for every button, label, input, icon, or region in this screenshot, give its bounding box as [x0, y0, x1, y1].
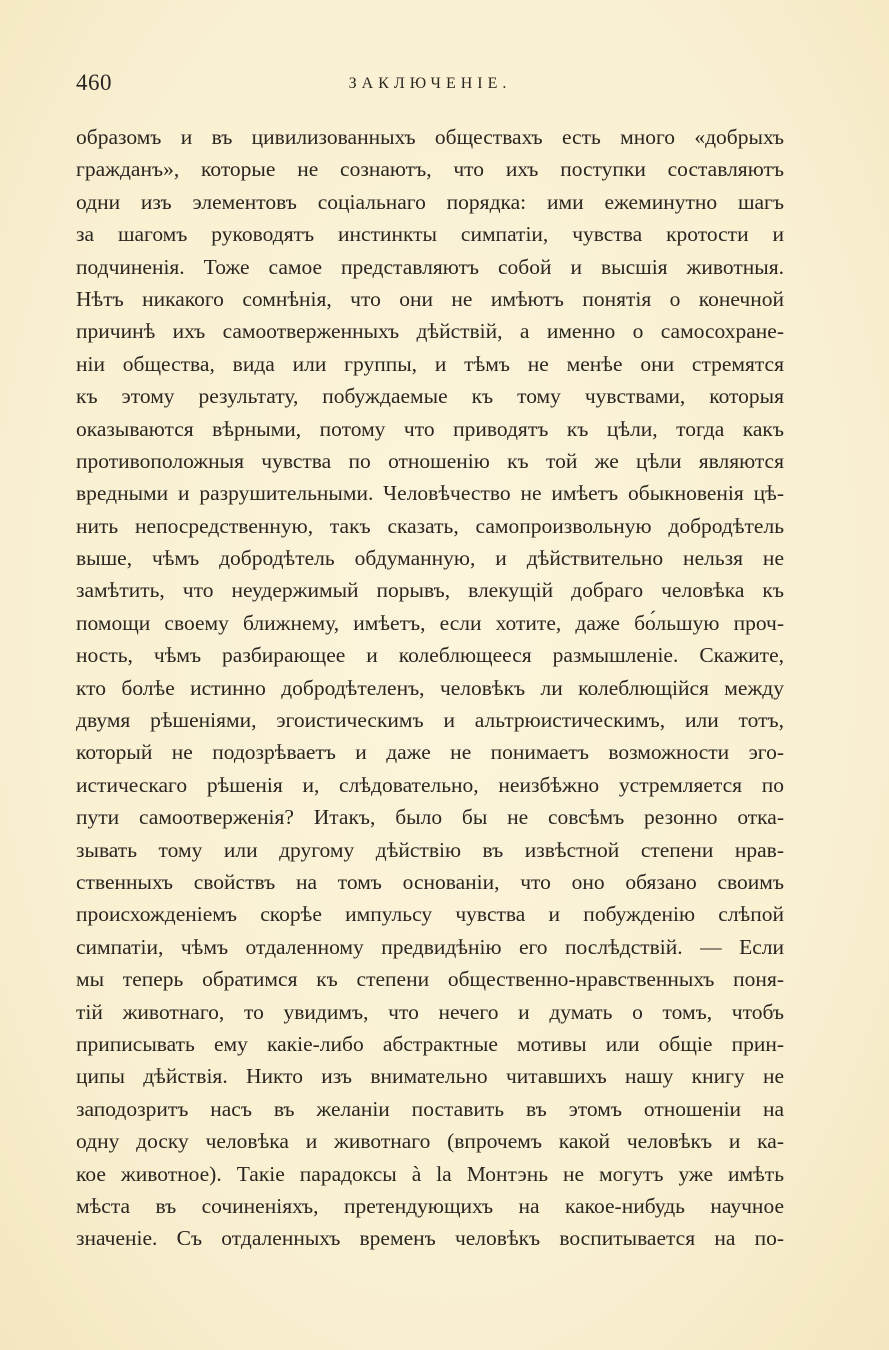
text-line: къ этому результату, побуждаемые къ тому чувствами, которыя: [76, 384, 784, 409]
text-line: двумя рѣшеніями, эгоистическимъ и альтрюистическимъ, или тотъ,: [76, 708, 784, 733]
text-line: значеніе. Съ отдаленныхъ временъ человѣкъ воспитывается на по-: [76, 1226, 784, 1251]
text-line: заподозритъ насъ въ желаніи поставить въ этомъ отношеніи на: [76, 1096, 784, 1121]
text-line: истическаго рѣшенія и, слѣдовательно, неизбѣжно устремляется по: [76, 772, 784, 797]
text-line: оказываются вѣрными, потому что приводятъ къ цѣли, тогда какъ: [76, 416, 784, 441]
text-line: одни изъ элементовъ соціальнаго порядка: ими ежеминутно шагъ: [76, 189, 784, 214]
text-line: ность, чѣмъ разбирающее и колеблющееся размышленіе. Скажите,: [76, 643, 784, 668]
text-line: происхожденіемъ скорѣе импульсу чувства и побужденію слѣпой: [76, 902, 784, 927]
text-line: замѣтить, что неудержимый порывъ, влекущій добраго человѣка къ: [76, 578, 784, 603]
text-line: кто болѣе истинно добродѣтеленъ, человѣкъ ли колеблющійся между: [76, 675, 784, 700]
text-line: выше, чѣмъ добродѣтель обдуманную, и дѣйствительно нельзя не: [76, 546, 784, 571]
text-line: приписывать ему какіе-либо абстрактные мотивы или общіе прин-: [76, 1031, 784, 1056]
text-line: ніи общества, вида или группы, и тѣмъ не менѣе они стремятся: [76, 351, 784, 376]
text-line: симпатіи, чѣмъ отдаленному предвидѣнію его послѣдствій. — Если: [76, 934, 784, 959]
text-line: тій животнаго, то увидимъ, что нечего и думать о томъ, чтобъ: [76, 999, 784, 1024]
text-line: помощи своему ближнему, имѣетъ, если хотите, даже бо́льшую проч-: [76, 610, 784, 635]
text-line: подчиненія. Тоже самое представляютъ собой и высшія животныя.: [76, 254, 784, 279]
text-line: причинѣ ихъ самоотверженныхъ дѣйствій, а именно о самосохране-: [76, 319, 784, 344]
text-line: ципы дѣйствія. Никто изъ внимательно читавшихъ нашу книгу не: [76, 1064, 784, 1089]
page-header: [76, 68, 784, 104]
text-line: нить непосредственную, такъ сказать, самопроизвольную добродѣтель: [76, 513, 784, 538]
text-line: мы теперь обратимся къ степени общественно-нравственныхъ поня-: [76, 967, 784, 992]
page-number: 460: [76, 70, 112, 95]
text-line: одну доску человѣка и животнаго (впрочемъ какой человѣкъ и ка-: [76, 1129, 784, 1154]
text-line: ственныхъ свойствъ на томъ основаніи, что оно обязано своимъ: [76, 869, 784, 894]
text-line: Нѣтъ никакого сомнѣнія, что они не имѣютъ понятія о конечной: [76, 286, 784, 311]
text-line: кое животное). Такіе парадоксы à la Монтэнь не могутъ уже имѣть: [76, 1161, 784, 1186]
text-line: за шагомъ руководятъ инстинкты симпатіи, чувства кротости и: [76, 222, 784, 247]
body-text: [76, 121, 784, 1255]
text-line: пути самоотверженія? Итакъ, было бы не совсѣмъ резонно отка-: [76, 805, 784, 830]
text-line: образомъ и въ цивилизованныхъ обществахъ есть много «добрыхъ: [76, 125, 784, 149]
text-line: гражданъ», которые не сознаютъ, что ихъ поступки составляютъ: [76, 157, 784, 182]
text-line: который не подозрѣваетъ и даже не понимаетъ возможности эго-: [76, 740, 784, 765]
text-line: противоположныя чувства по отношенію къ той же цѣли являются: [76, 448, 784, 473]
running-title: ЗАКЛЮЧЕНІЕ.: [348, 75, 512, 92]
text-line: мѣста въ сочиненіяхъ, претендующихъ на какое-нибудь научное: [76, 1193, 784, 1218]
text-line: зывать тому или другому дѣйствію въ извѣстной степени нрав-: [76, 837, 784, 862]
text-line: вредными и разрушительными. Человѣчество не имѣетъ обыкновенія цѣ-: [76, 481, 784, 506]
